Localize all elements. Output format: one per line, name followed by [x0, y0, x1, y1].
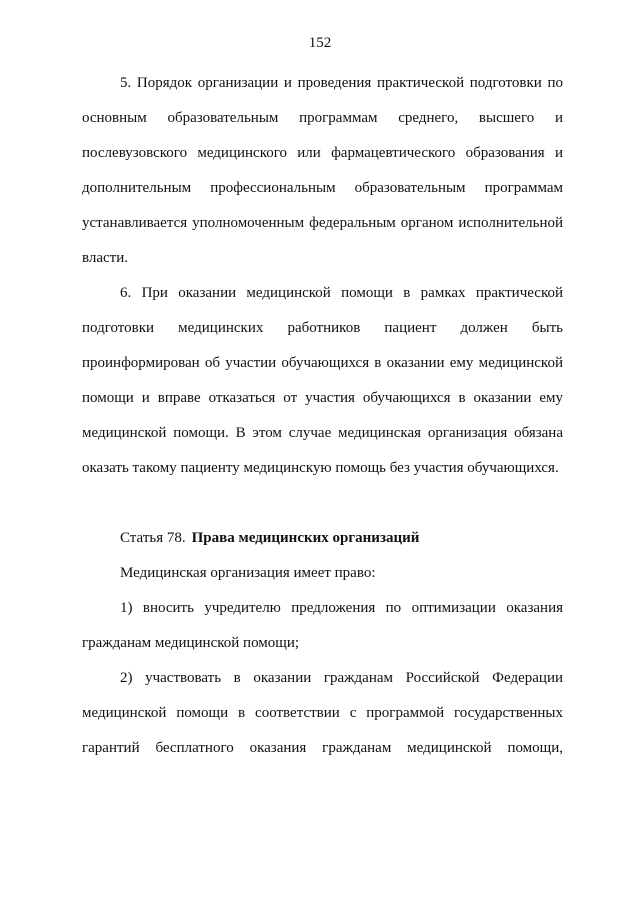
- item-2-line-1: 2) участвовать в оказании гражданам Российской Федерации: [120, 670, 563, 686]
- article-title: Права медицинских организаций: [191, 530, 420, 546]
- paragraph-6-line-2: подготовки медицинских работников пациент должен быть: [82, 320, 563, 336]
- paragraph-5-line-5: устанавливается уполномоченным федеральным органом исполнительной: [82, 215, 563, 231]
- paragraph-5-line-4: дополнительным профессиональным образовательным программам: [82, 180, 563, 196]
- paragraph-6-line-6: оказать такому пациенту медицинскую помощь без участия обучающихся.: [82, 460, 559, 476]
- paragraph-6-line-4: помощи и вправе отказаться от участия обучающихся в оказании ему: [82, 390, 563, 406]
- paragraph-5-line-1: 5. Порядок организации и проведения практической подготовки по: [120, 75, 563, 91]
- paragraph-5-line-2: основным образовательным программам среднего, высшего и: [82, 110, 563, 126]
- item-2-line-3: гарантий бесплатного оказания гражданам медицинской помощи,: [82, 740, 563, 756]
- page-number: 152: [308, 35, 332, 51]
- paragraph-6-line-3: проинформирован об участии обучающихся в оказании ему медицинской: [82, 355, 563, 371]
- item-2-line-2: медицинской помощи в соответствии с программой государственных: [82, 705, 563, 721]
- paragraph-6-line-5: медицинской помощи. В этом случае медицинская организация обязана: [82, 425, 563, 441]
- article-intro: Медицинская организация имеет право:: [120, 565, 376, 581]
- article-label: Статья 78.: [120, 530, 186, 546]
- paragraph-5-line-6: власти.: [82, 250, 129, 266]
- item-1-line-2: гражданам медицинской помощи;: [82, 635, 300, 651]
- item-1-line-1: 1) вносить учредителю предложения по оптимизации оказания: [120, 600, 563, 616]
- article-heading: [120, 529, 563, 547]
- paragraph-5-line-3: послевузовского медицинского или фармацевтического образования и: [82, 145, 563, 161]
- paragraph-6-line-1: 6. При оказании медицинской помощи в рамках практической: [120, 285, 563, 301]
